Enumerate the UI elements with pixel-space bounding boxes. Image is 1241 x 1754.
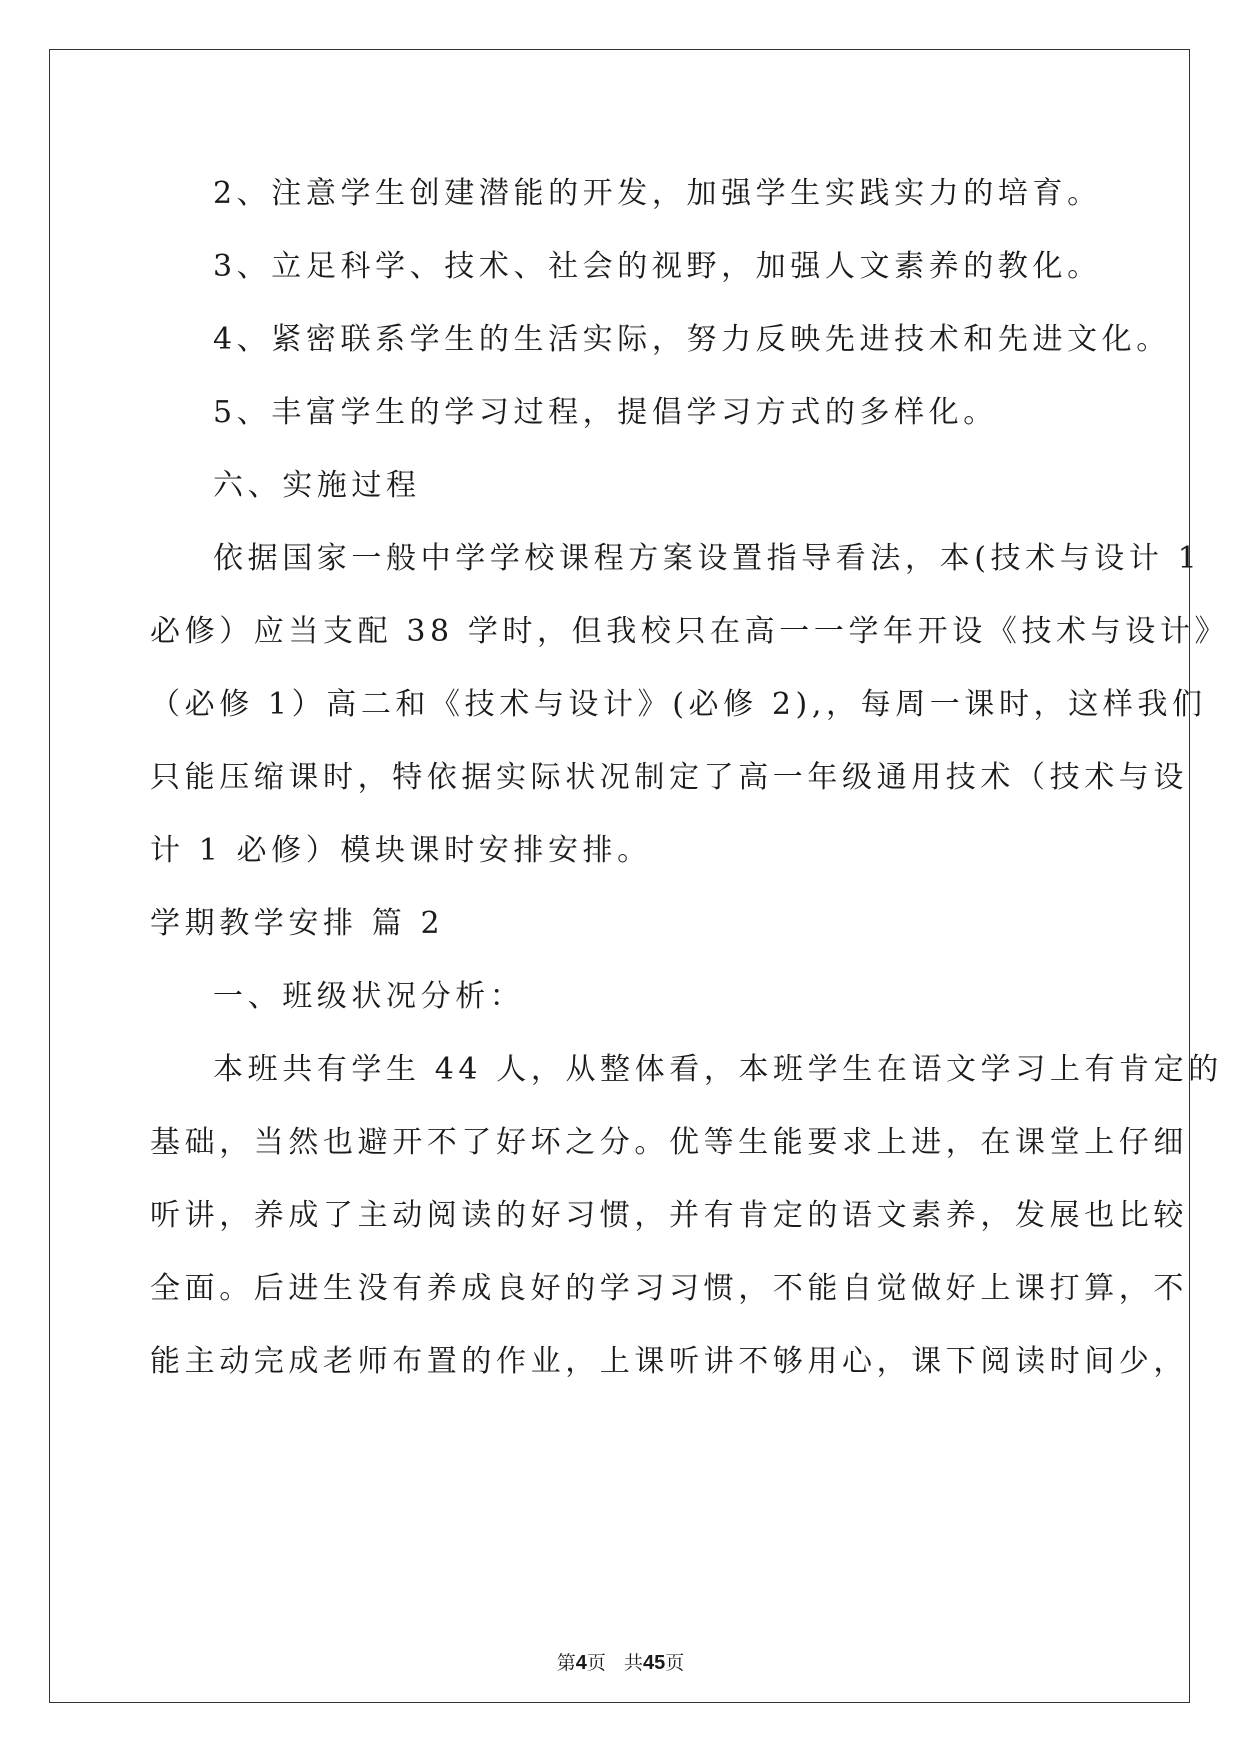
total-prefix: 共 <box>623 1652 643 1674</box>
paragraph-line: 本班共有学生 44 人，从整体看，本班学生在语文学习上有肯定的 <box>213 1052 1223 1087</box>
page-border <box>49 49 1190 1703</box>
section-heading: 六、实施过程 <box>213 468 421 503</box>
paragraph-line: 能主动完成老师布置的作业，上课听讲不够用心，课下阅读时间少， <box>150 1344 1188 1379</box>
page-number: 4 <box>575 1652 587 1674</box>
article-title: 学期教学安排 篇 2 <box>150 906 445 941</box>
paragraph-line: 计 1 必修）模块课时安排安排。 <box>150 833 652 868</box>
paragraph-line: 基础，当然也避开不了好坏之分。优等生能要求上进，在课堂上仔细 <box>150 1125 1188 1160</box>
total-pages: 45 <box>642 1652 666 1674</box>
paragraph-line: 全面。后进生没有养成良好的学习习惯，不能自觉做好上课打算，不 <box>150 1271 1188 1306</box>
paragraph-line: （必修 1）高二和《技术与设计》(必修 2),，每周一课时，这样我们 <box>150 687 1207 722</box>
page-footer <box>0 1648 1241 1675</box>
paragraph-line: 4、紧密联系学生的生活实际，努力反映先进技术和先进文化。 <box>213 322 1171 357</box>
section-heading: 一、班级状况分析： <box>213 979 525 1014</box>
total-suffix: 页 <box>665 1652 685 1674</box>
paragraph-line: 2、注意学生创建潜能的开发，加强学生实践实力的培育。 <box>213 176 1102 211</box>
page-prefix: 第 <box>556 1652 576 1674</box>
paragraph-line: 听讲，养成了主动阅读的好习惯，并有肯定的语文素养，发展也比较 <box>150 1198 1188 1233</box>
paragraph-line: 必修）应当支配 38 学时，但我校只在高一一学年开设《技术与设计》 <box>150 614 1230 649</box>
page-suffix: 页 <box>586 1652 606 1674</box>
paragraph-line: 只能压缩课时，特依据实际状况制定了高一年级通用技术（技术与设 <box>150 760 1188 795</box>
paragraph-line: 5、丰富学生的学习过程，提倡学习方式的多样化。 <box>213 395 998 430</box>
paragraph-line: 3、立足科学、技术、社会的视野，加强人文素养的教化。 <box>213 249 1102 284</box>
paragraph-line: 依据国家一般中学学校课程方案设置指导看法，本(技术与设计 1 <box>213 541 1202 576</box>
